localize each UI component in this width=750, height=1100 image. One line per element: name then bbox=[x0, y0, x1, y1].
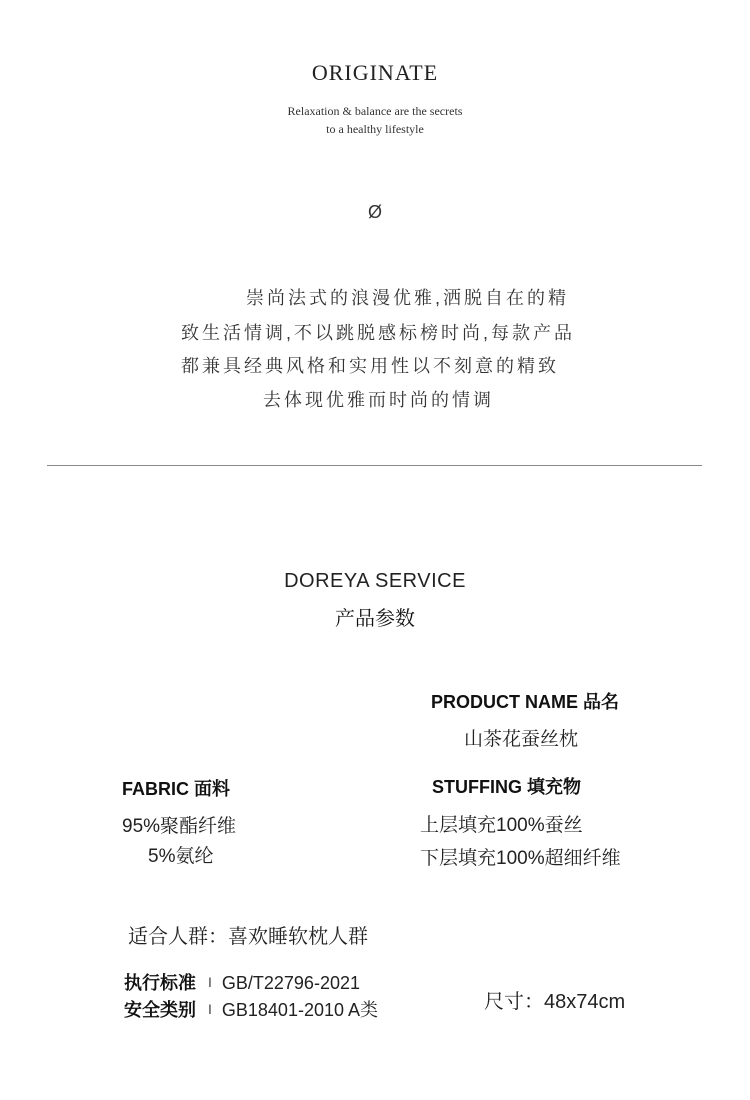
size-value: 尺寸：48x74cm bbox=[484, 991, 626, 1013]
safety-separator: I bbox=[208, 1001, 212, 1017]
standard-separator: I bbox=[208, 974, 212, 990]
service-title: DOREYA SERVICE bbox=[284, 570, 466, 592]
safety-value: GB18401-2010 A类 bbox=[221, 1000, 379, 1020]
tagline-line-2: to a healthy lifestyle bbox=[326, 122, 424, 136]
safety-row bbox=[124, 996, 378, 1022]
intro-line-1: 崇尚法式的浪漫优雅,洒脱自在的精 bbox=[246, 288, 569, 308]
standard-value: GB/T22796-2021 bbox=[221, 973, 360, 993]
stuffing-label: STUFFING 填充物 bbox=[432, 777, 581, 797]
stuffing-value-1: 上层填充100%蚕丝 bbox=[420, 815, 583, 836]
product-name-label: PRODUCT NAME 品名 bbox=[431, 692, 619, 712]
stuffing-value-2: 下层填充100%超细纤维 bbox=[420, 848, 621, 869]
safety-key: 安全类别 bbox=[124, 1000, 196, 1020]
suitable-for: 适合人群：喜欢睡软枕人群 bbox=[128, 926, 368, 948]
intro-line-4: 去体现优雅而时尚的情调 bbox=[263, 390, 494, 410]
fabric-value-1: 95%聚酯纤维 bbox=[122, 816, 237, 837]
standard-key: 执行标准 bbox=[124, 973, 196, 993]
intro-line-2: 致生活情调,不以跳脱感标榜时尚,每款产品 bbox=[181, 323, 576, 343]
intro-line-3: 都兼具经典风格和实用性以不刻意的精致 bbox=[181, 356, 559, 376]
decorative-symbol: Ø bbox=[367, 202, 382, 222]
fabric-value-2: 5%氨纶 bbox=[148, 846, 214, 867]
standard-row bbox=[124, 969, 360, 995]
service-subtitle: 产品参数 bbox=[335, 608, 415, 630]
section-divider bbox=[47, 465, 702, 466]
fabric-label: FABRIC 面料 bbox=[122, 779, 230, 799]
tagline-line-1: Relaxation & balance are the secrets bbox=[287, 104, 463, 118]
product-name-value: 山茶花蚕丝枕 bbox=[464, 729, 579, 750]
brand-title: ORIGINATE bbox=[311, 60, 439, 85]
